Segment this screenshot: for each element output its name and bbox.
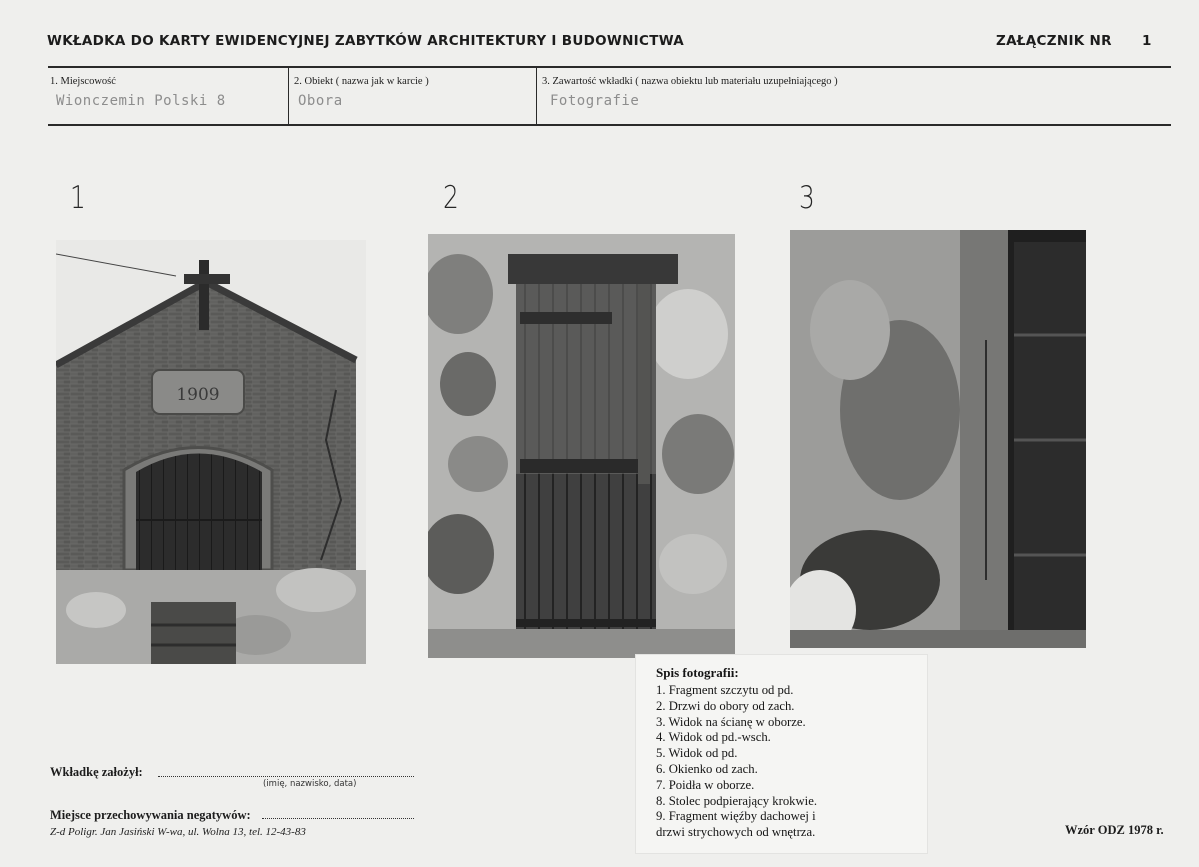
attachment-number: 1 — [1142, 33, 1152, 49]
field-divider — [536, 67, 537, 125]
fields-bottom-rule — [48, 124, 1171, 126]
attachment-label: ZAŁĄCZNIK NR — [996, 33, 1112, 49]
printer-imprint: Z-d Poligr. Jan Jasiński W-wa, ul. Wolna 13, tel. 12-43-83 — [50, 826, 306, 838]
form-title: WKŁADKA DO KARTY EWIDENCYJNEJ ZABYTKÓW ARCHITEKTURY I BUDOWNICTWA — [47, 33, 685, 49]
photo-number-1: 1 — [70, 180, 86, 216]
object-value: Obora — [298, 93, 343, 109]
negatives-field[interactable] — [262, 818, 414, 819]
list-item: 2. Drzwi do obory od zach. — [656, 698, 795, 713]
photo-2-door — [428, 234, 735, 658]
form-id: Wzór ODZ 1978 r. — [1065, 823, 1164, 837]
list-item: 4. Widok od pd.-wsch. — [656, 730, 771, 745]
photo-1-gable — [56, 240, 366, 664]
location-value: Wionczemin Polski 8 — [56, 93, 226, 109]
photo-number-2: 2 — [443, 180, 459, 216]
contents-value: Fotografie — [550, 93, 640, 109]
created-by-field[interactable] — [158, 776, 414, 777]
date-stone-text: 1909 — [176, 385, 220, 405]
list-item: 5. Widok od pd. — [656, 746, 738, 761]
location-label: 1. Miejscowość — [50, 76, 116, 87]
list-item: 1. Fragment szczytu od pd. — [656, 683, 794, 697]
created-by-label: Wkładkę założył: — [50, 765, 143, 779]
field-divider — [288, 67, 289, 125]
list-item: drzwi strychowych od wnętrza. — [656, 825, 816, 840]
list-item: 3. Widok na ścianę w oborze. — [656, 714, 806, 729]
contents-label: 3. Zawartość wkładki ( nazwa obiektu lub materiału uzupełniającego ) — [542, 76, 838, 87]
created-by-hint: (imię, nazwisko, data) — [263, 779, 357, 789]
fields-top-rule — [48, 66, 1171, 68]
photo-list-card — [636, 655, 927, 853]
list-item: 8. Stolec podpierający krokwie. — [656, 793, 818, 808]
photo-number-3: 3 — [799, 180, 815, 216]
list-item: 6. Okienko od zach. — [656, 761, 758, 776]
photo-list — [656, 683, 817, 841]
object-label: 2. Obiekt ( nazwa jak w karcie ) — [294, 76, 429, 87]
photo-3-interior — [790, 230, 1086, 648]
negatives-label: Miejsce przechowywania negatywów: — [50, 808, 251, 822]
list-item: 7. Poidła w oborze. — [656, 777, 755, 792]
list-item: 9. Fragment więźby dachowej i — [656, 809, 816, 824]
photo-list-title: Spis fotografii: — [656, 665, 739, 680]
